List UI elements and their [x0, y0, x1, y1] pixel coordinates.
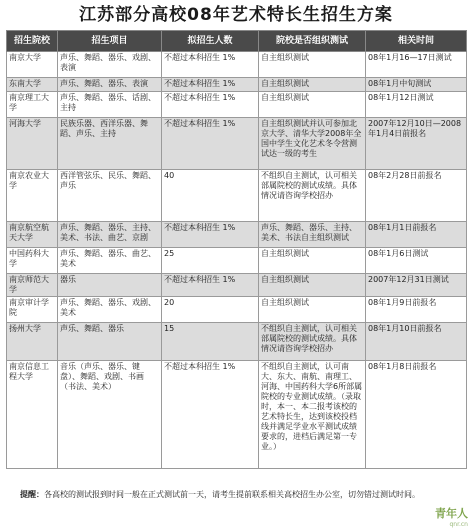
- cell-projects: 声乐、舞蹈、器乐: [58, 323, 162, 361]
- cell-test: 自主组织测试: [259, 274, 366, 297]
- cell-school: 南京航空航天大学: [7, 222, 58, 248]
- cell-school: 河海大学: [7, 118, 58, 170]
- cell-time: 08年1月中旬测试: [366, 78, 467, 92]
- cell-time: 2007年12月31日测试: [366, 274, 467, 297]
- cell-projects: 声乐、舞蹈、器乐、戏剧、表演: [58, 52, 162, 78]
- cell-time: 08年1月9日前报名: [366, 297, 467, 323]
- cell-test: 自主组织测试: [259, 78, 366, 92]
- cell-school: 南京理工大学: [7, 92, 58, 118]
- cell-test: 自主组织测试: [259, 297, 366, 323]
- cell-time: 08年1月10日前报名: [366, 323, 467, 361]
- watermark-logo: [435, 505, 468, 528]
- cell-quota: 不超过本科招生 1%: [162, 78, 259, 92]
- cell-school: 扬州大学: [7, 323, 58, 361]
- table-row: [7, 222, 467, 248]
- table-row: [7, 323, 467, 361]
- cell-test: 自主组织测试: [259, 248, 366, 274]
- footer-text: 各高校的测试报到时间一般在正式测试前一天，请考生提前联系相关高校招生办公室，切勿错过测试时间。: [44, 490, 420, 499]
- table-header-row: [7, 31, 467, 52]
- cell-projects: 声乐、舞蹈、器乐、主持、美术、书法、曲艺、京剧: [58, 222, 162, 248]
- header-school: 招生院校: [7, 31, 58, 52]
- cell-school: 南京师范大学: [7, 274, 58, 297]
- cell-test: 不组织自主测试，认可相关部属院校的测试成绩。具体情况请咨询学校招办: [259, 323, 366, 361]
- cell-quota: 40: [162, 170, 259, 222]
- header-test: 院校是否组织测试: [259, 31, 366, 52]
- cell-time: 08年1月1日前报名: [366, 222, 467, 248]
- cell-school: 南京信息工程大学: [7, 361, 58, 469]
- cell-time: 08年1月6日测试: [366, 248, 467, 274]
- cell-quota: 不超过本科招生 1%: [162, 92, 259, 118]
- cell-school: 南京农业大学: [7, 170, 58, 222]
- cell-quota: 20: [162, 297, 259, 323]
- cell-test: 不组织自主测试，认可南大、东大、南航、南理工、河海、中国药科大学6所部属院校的专业测试成绩。（录取时，本一、本二报考该校的艺术特长生，达到该校投档线并满足学业水平测试成绩要求的，进档后满足第一专业。）: [259, 361, 366, 469]
- cell-quota: 不超过本科招生 1%: [162, 52, 259, 78]
- cell-projects: 民族乐器、西洋乐器、舞蹈、声乐、主持: [58, 118, 162, 170]
- table-row: [7, 274, 467, 297]
- cell-quota: 不超过本科招生 1%: [162, 361, 259, 469]
- cell-school: 南京审计学院: [7, 297, 58, 323]
- cell-time: 2007年12月10日—2008年1月4日前报名: [366, 118, 467, 170]
- footer-lead: 提醒：: [20, 490, 44, 499]
- cell-school: 中国药科大学: [7, 248, 58, 274]
- table-row: [7, 297, 467, 323]
- cell-projects: 声乐、舞蹈、器乐、话剧、主持: [58, 92, 162, 118]
- cell-time: 08年2月28日前报名: [366, 170, 467, 222]
- table-row: [7, 52, 467, 78]
- watermark-text: 青年人: [435, 507, 468, 520]
- cell-test: 自主组织测试并认可参加北京大学、清华大学2008年全国中学生文化艺术冬令营测试达一级的考生: [259, 118, 366, 170]
- cell-test: 声乐、舞蹈、器乐、主持、美术、书法自主组织测试: [259, 222, 366, 248]
- cell-quota: 15: [162, 323, 259, 361]
- cell-time: 08年1月12日测试: [366, 92, 467, 118]
- header-quota: 拟招生人数: [162, 31, 259, 52]
- header-projects: 招生项目: [58, 31, 162, 52]
- cell-time: 08年1月8日前报名: [366, 361, 467, 469]
- cell-quota: 不超过本科招生 1%: [162, 118, 259, 170]
- admission-table: [6, 30, 467, 469]
- cell-projects: 声乐、舞蹈、器乐、表演: [58, 78, 162, 92]
- cell-school: 东南大学: [7, 78, 58, 92]
- table-row: [7, 361, 467, 469]
- table-row: [7, 170, 467, 222]
- cell-quota: 25: [162, 248, 259, 274]
- table-row: [7, 92, 467, 118]
- cell-projects: 西洋管弦乐、民乐、舞蹈、声乐: [58, 170, 162, 222]
- table-row: [7, 78, 467, 92]
- cell-time: 08年1月16—17日测试: [366, 52, 467, 78]
- cell-quota: 不超过本科招生 1%: [162, 222, 259, 248]
- table-row: [7, 248, 467, 274]
- header-time: 相关时间: [366, 31, 467, 52]
- cell-school: 南京大学: [7, 52, 58, 78]
- cell-quota: 不超过本科招生 1%: [162, 274, 259, 297]
- table-body: [7, 52, 467, 469]
- cell-projects: 音乐（声乐、器乐、键盘）、舞蹈、戏剧、书画（书法、美术）: [58, 361, 162, 469]
- cell-test: 自主组织测试: [259, 52, 366, 78]
- cell-projects: 声乐、舞蹈、器乐、曲艺、美术: [58, 248, 162, 274]
- cell-projects: 声乐、舞蹈、器乐、戏剧、美术: [58, 297, 162, 323]
- table-row: [7, 118, 467, 170]
- cell-test: 不组织自主测试，认可相关部属院校的测试成绩。具体情况请咨询学校招办: [259, 170, 366, 222]
- cell-projects: 器乐: [58, 274, 162, 297]
- cell-test: 自主组织测试: [259, 92, 366, 118]
- watermark-sub: qnr.cn: [449, 521, 468, 528]
- footer-note: [20, 488, 460, 501]
- page-title: 江苏部分高校08年艺术特长生招生方案: [79, 5, 393, 25]
